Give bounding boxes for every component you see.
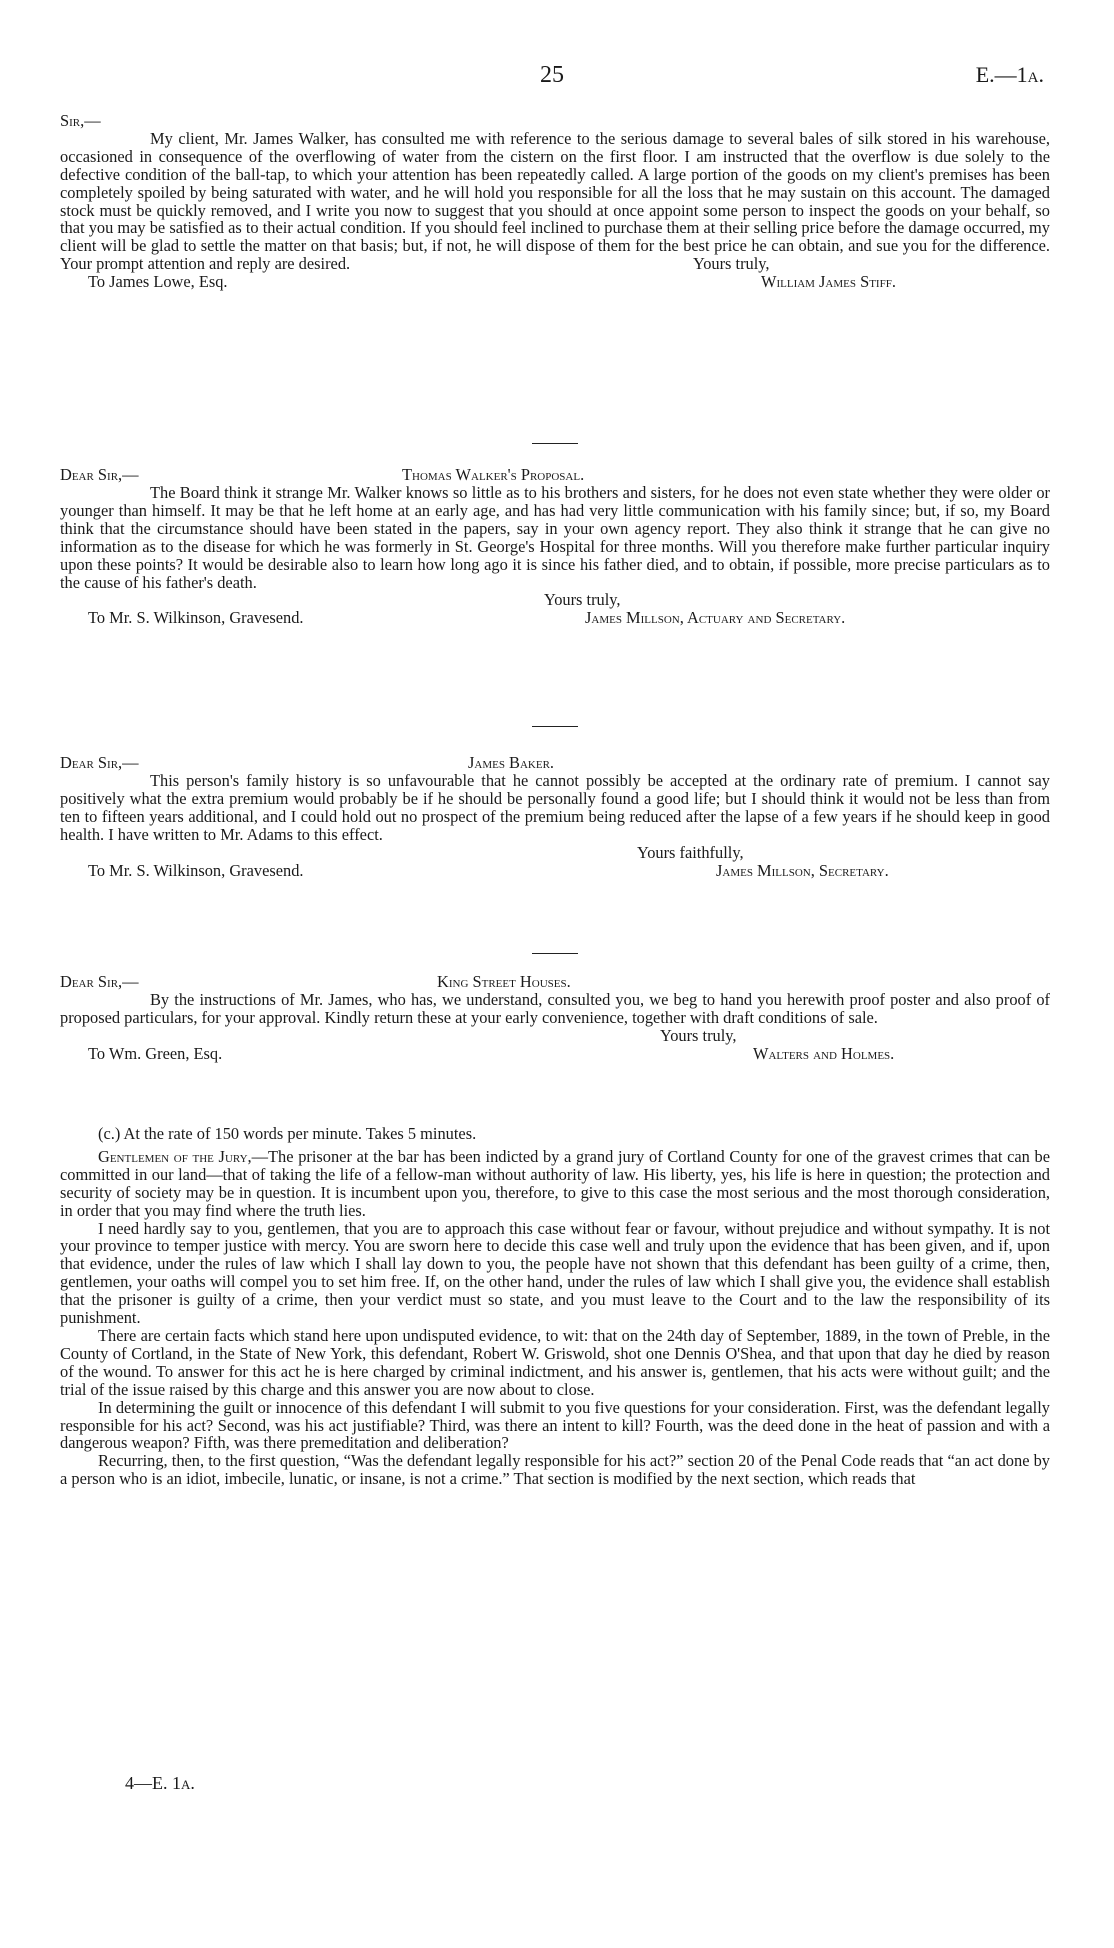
letter-title: Thomas Walker's Proposal. — [402, 465, 585, 484]
paragraph-text: —The prisoner at the bar has been indicted by a grand jury of Cortland County for one of the gravest crimes that can be committed in our land—that of taking the life of a fellow-man without authority of law. His liberty, yes, his life is here in question; the protection and security of society may be in question. It is incumbent upon you, therefore, to give to this case the most serious and the most thorough consideration, in order that you may find where the truth lies. — [60, 1146, 1050, 1220]
signature: James Millson, Actuary and Secretary. — [585, 608, 846, 628]
signature: William James Stiff. — [761, 272, 896, 292]
signature: Walters and Holmes. — [753, 1043, 895, 1063]
addressee: To Wm. Green, Esq. — [88, 1043, 223, 1063]
letter-body: This person's family history is so unfavourable that he cannot possibly be accepted at the ordinary rate of premium. I cannot say positively what the extra premium would probably be if he should be personally found a good life; but I should think it would not be less than from ten to fifteen years additional, and I could hold out no prospect of the premium being reduced after the lapse of a few years if he should keep in good health. I have written to Mr. Adams to this effect. — [60, 771, 1050, 844]
salutation: Dear Sir,— — [60, 972, 139, 991]
section-c — [60, 1125, 1050, 1488]
paragraph-3: There are certain facts which stand here upon undisputed evidence, to wit: that on the 24th day of September, 1889, in the town of Preble, in the County of Cortland, in the State of New York, this defendant, Robert W. Griswold, shot one Dennis O'Shea, and that upon that day he died by reason of the wound. To answer for this act he is here charged by criminal indictment, and his answer is, gentlemen, that his acts were without guilt; and the trial of the issue raised by this charge and this answer you are now about to close. — [60, 1325, 1050, 1399]
letter-body: My client, Mr. James Walker, has consulted me with reference to the serious damage to several bales of silk stored in his warehouse, occasioned in consequence of the overflowing of water from the cistern on the first floor. I am instructed that the overflow is due solely to the defective condition of the ball-tap, to which your attention has been repeatedly called. A large portion of the goods on my client's premises has been completely spoiled by being saturated with water, and he will hold you responsible for all the loss that he may sustain on this account. The damaged stock must be quickly removed, and I write you now to suggest that you should at once appoint some person to inspect the goods on your behalf, so that you may be satisfied as to their actual condition. If you should feel inclined to purchase them at their selling price before the damage occurred, my client will be glad to settle the matter on that basis; but, if not, he will dispose of them for the best price he can obtain, and sue you for the difference. Your prompt attention and reply are desired. — [60, 128, 1050, 274]
letter-body: By the instructions of Mr. James, who has, we understand, consulted you, we beg to hand you herewith proof poster and also proof of proposed particulars, for your approval. Kindly return these at your early convenience, together with draft conditions of sale. — [60, 990, 1050, 1027]
paragraph-2: I need hardly say to you, gentlemen, that you are to approach this case without fear or favour, without prejudice and without sympathy. It is not your province to temper justice with mercy. You are sworn here to decide this case well and truly upon the evidence that has been given, and if, upon that evidence, under the rules of law which I shall lay down to you, the people have not shown that this defendant has been guilty of a crime, then, gentlemen, your oaths will compel you to set him free. If, on the other hand, under the rules of law which I shall give you, the evidence shall establish that the prisoner is guilty of a crime, then your verdict must so state, and you must leave to the Court and to the law the responsibility of its punishment. — [60, 1218, 1050, 1328]
page-reference: E.—1a. — [975, 62, 1044, 87]
letter-4 — [60, 973, 1050, 1063]
addressee: To Mr. S. Wilkinson, Gravesend. — [88, 860, 304, 880]
letter-1 — [60, 112, 1050, 291]
divider — [532, 443, 578, 444]
opening-caps: Gentlemen of the Jury, — [98, 1146, 252, 1166]
letter-title: King Street Houses. — [437, 972, 571, 991]
closing: Yours truly, — [693, 254, 770, 274]
closing: Yours truly, — [660, 1025, 737, 1045]
salutation: Dear Sir,— — [60, 465, 139, 484]
paragraph-5: Recurring, then, to the first question, “Was the defendant legally responsible for his act?” section 20 of the Penal Code reads that “an act done by a person who is an idiot, imbecile, lunatic, or insane, is not a crime.” That section is modified by the next section, which reads that — [60, 1451, 1050, 1489]
paragraph-1 — [60, 1148, 1050, 1220]
paragraph-4: In determining the guilt or innocence of this defendant I will submit to you five questions for your consideration. First, was the defendant legally responsible for his act? Second, was his act justifiable? Third, was there an intent to kill? Fourth, was the deed done in the heat of passion and with a dangerous weapon? Fifth, was there premeditation and deliberation? — [60, 1397, 1050, 1453]
divider — [532, 953, 578, 954]
closing: Yours faithfully, — [637, 842, 744, 862]
addressee: To Mr. S. Wilkinson, Gravesend. — [88, 608, 304, 628]
section-heading: (c.) At the rate of 150 words per minute. Takes 5 minutes. — [98, 1124, 477, 1143]
salutation: Sir,— — [60, 111, 101, 130]
letter-body: The Board think it strange Mr. Walker knows so little as to his brothers and sisters, for he does not even state whether they were older or younger than himself. It may be that he left home at an early age, and has had very little communication with his family since; but, if so, my Board think that the circumstance should have been stated in the papers, say in your own agency report. They also think it strange that he can give no information as to the disease for which he was formerly in St. George's Hospital for three months. Will you therefore make further particular inquiry upon these points? It would be desirable also to learn how long ago it is since his father died, and to obtain, if possible, more precise particulars as to the cause of his father's death. — [60, 483, 1050, 592]
signature-mark: 4—E. 1a. — [125, 1773, 195, 1793]
signature: James Millson, Secretary. — [716, 860, 889, 880]
closing: Yours truly, — [544, 590, 621, 610]
letter-2 — [60, 466, 1050, 627]
letter-title: James Baker. — [468, 753, 555, 772]
page-number: 25 — [540, 62, 564, 88]
divider — [532, 726, 578, 727]
addressee: To James Lowe, Esq. — [88, 272, 228, 292]
letter-3 — [60, 754, 1050, 880]
salutation: Dear Sir,— — [60, 753, 139, 772]
